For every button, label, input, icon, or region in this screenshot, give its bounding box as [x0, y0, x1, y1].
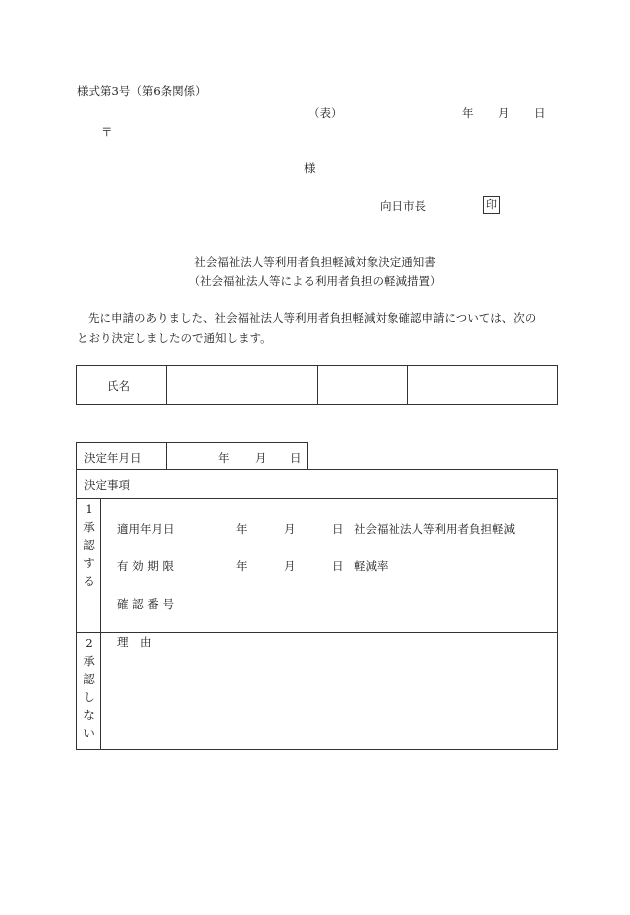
- decision-items-label: 決定事項: [84, 478, 130, 492]
- apply-month-label: 月: [284, 522, 296, 536]
- decision-date-box: [76, 442, 308, 470]
- validity-year-label: 年: [236, 559, 248, 573]
- document-subtitle: （社会福祉法人等による利用者負担の軽減措置）: [188, 274, 442, 288]
- apply-day-label: 日: [332, 522, 344, 536]
- approve-char: す: [83, 556, 95, 570]
- apply-date-label: 適用年月日: [117, 522, 175, 536]
- apply-year-label: 年: [236, 522, 248, 536]
- decision-items-table: [76, 469, 558, 750]
- reject-char: し: [83, 690, 95, 704]
- decision-date-label: 決定年月日: [84, 451, 142, 465]
- validity-month-label: 月: [284, 559, 296, 573]
- validity-day-label: 日: [332, 559, 344, 573]
- document-title: 社会福祉法人等利用者負担軽減対象決定通知書: [194, 255, 436, 269]
- decision-day-label: 日: [290, 451, 302, 465]
- date-day-label: 日: [534, 106, 546, 120]
- mayor-name: 向日市長: [380, 199, 426, 213]
- notice-text-line2: とおり決定しましたので通知します。: [77, 331, 272, 345]
- reject-number-column: [79, 638, 99, 746]
- postal-mark: 〒: [101, 125, 113, 139]
- date-month-label: 月: [498, 106, 510, 120]
- decision-date-divider: [166, 443, 167, 469]
- approve-number-column: [79, 504, 99, 594]
- number-column-divider: [100, 498, 101, 749]
- reject-char: い: [83, 726, 95, 740]
- addressee-sama: 様: [304, 161, 316, 175]
- name-table-divider: [317, 366, 318, 404]
- reject-char: 承: [83, 654, 95, 668]
- reject-char: な: [83, 708, 95, 722]
- approve-char: 認: [83, 538, 95, 552]
- name-table: [76, 365, 558, 405]
- front-mark: （表）: [308, 106, 343, 120]
- name-label: 氏名: [107, 379, 130, 393]
- validity-label: 有 効 期 限: [117, 559, 174, 573]
- reject-number: 2: [85, 636, 93, 650]
- decision-month-label: 月: [255, 451, 267, 465]
- approve-section-line: [77, 632, 557, 633]
- date-year-label: 年: [462, 106, 474, 120]
- seal-mark: 印: [483, 196, 500, 214]
- decision-items-header-line: [77, 498, 557, 499]
- name-table-divider: [407, 366, 408, 404]
- reject-char: 認: [83, 672, 95, 686]
- confirm-number-label: 確 認 番 号: [117, 597, 174, 611]
- form-number: 様式第3号（第6条関係）: [77, 84, 207, 98]
- approve-char: 承: [83, 520, 95, 534]
- decision-year-label: 年: [218, 451, 230, 465]
- approve-number: 1: [85, 502, 93, 516]
- reason-label: 理 由: [117, 635, 152, 649]
- notice-text-line1: 先に申請のありました、社会福祉法人等利用者負担軽減対象確認申請については、次の: [88, 311, 537, 325]
- approve-char: る: [83, 574, 95, 588]
- name-table-divider: [166, 366, 167, 404]
- reduction-rate-label: 軽減率: [354, 559, 389, 573]
- reduction-label: 社会福祉法人等利用者負担軽減: [354, 522, 515, 536]
